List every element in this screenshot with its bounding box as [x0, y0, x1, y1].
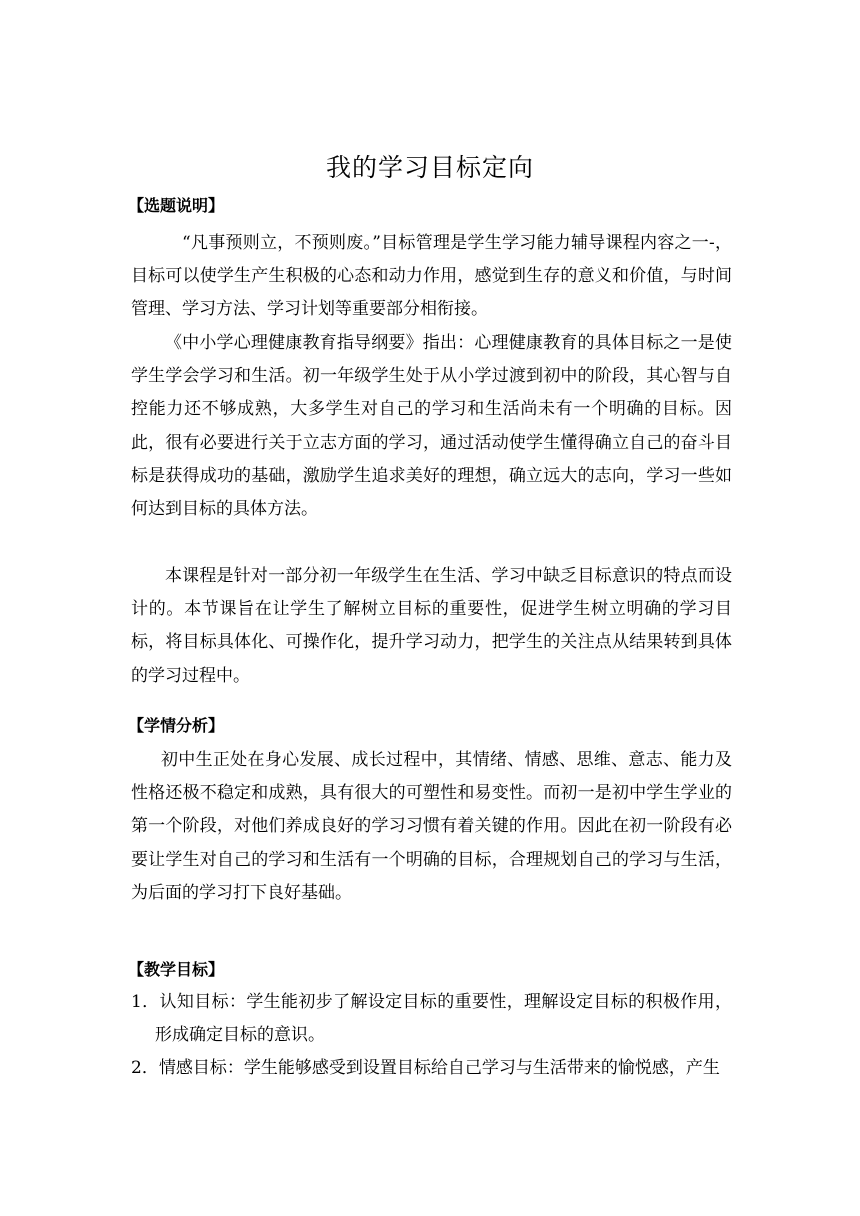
document-title: 我的学习目标定向 — [325, 153, 534, 182]
section-heading-student-analysis: 【学情分析】 — [128, 716, 225, 735]
paragraph: 初中生正处在身心发展、成长过程中，其情绪、情感、思维、意志、能力及性格还极不稳定和成熟，具有很大的可塑性和易变性。而初一是初中学生学业的第一个阶段，对他们养成良好的学习习惯有着关键的作用。因此在初一阶段有必要让学生对自己的学习和生活有一个明确的目标，合理规划自己的学习与生活，为后面的学习打下良好基础。 — [131, 750, 732, 903]
paragraph: 《中小学心理健康教育指导纲要》指出：心理健康教育的具体目标之一是使学生学会学习和生活。初一年级学生处于从小学过渡到初中的阶段，其心智与自控能力还不够成熟，大多学生对自己的学习和生活尚未有一个明确的目标。因此，很有必要进行关于立志方面的学习，通过活动使学生懂得确立自己的奋斗目标是获得成功的基础，激励学生追求美好的理想，确立远大的志向，学习一些如何达到目标的具体方法。 — [131, 333, 732, 520]
list-item: 1．认知目标：学生能初步了解设定目标的重要性，理解设定目标的积极作用，形成确定目标的意识。 — [131, 992, 732, 1046]
list-item: 2．情感目标：学生能够感受到设置目标给自己学习与生活带来的愉悦感，产生 — [131, 1058, 720, 1078]
section-heading-teaching-objectives: 【教学目标】 — [128, 960, 225, 979]
paragraph: “凡事预则立，不预则废。”目标管理是学生学习能力辅导课程内容之一-，目标可以使学生产生积极的心态和动力作用，感觉到生存的意义和价值，与时间管理、学习方法、学习计划等重要部分相衔接。 — [131, 233, 732, 320]
section-heading-topic-explanation: 【选题说明】 — [128, 196, 225, 215]
paragraph: 本课程是针对一部分初一年级学生在生活、学习中缺乏目标意识的特点而设计的。本节课旨在让学生了解树立目标的重要性，促进学生树立明确的学习目标，将目标具体化、可操作化，提升学习动力，把学生的关注点从结果转到具体的学习过程中。 — [131, 566, 732, 686]
